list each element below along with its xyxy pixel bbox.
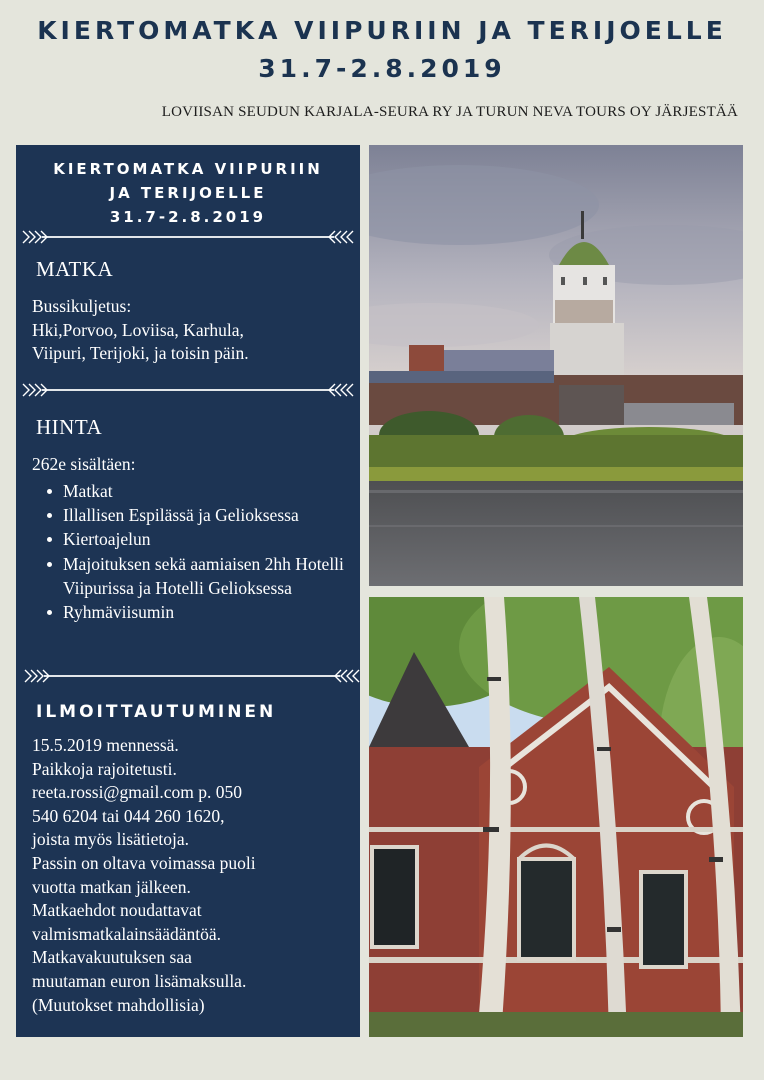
section-heading-matka: MATKA <box>36 257 114 281</box>
matka-line: Bussikuljetus: <box>32 296 132 316</box>
info-line: 15.5.2019 mennessä. <box>32 735 179 755</box>
info-line: vuotta matkan jälkeen. <box>32 876 191 897</box>
info-line: Paikkoja rajoitetusti. <box>32 758 177 779</box>
wooden-villa-photo <box>369 597 743 1037</box>
info-line: Passin on oltava voimassa puoli <box>32 852 256 873</box>
main-title-dates: 31.7-2.8.2019 <box>258 54 506 83</box>
arrow-divider-2 <box>22 382 354 398</box>
info-line: valmismatkalainsäädäntöä. <box>32 923 222 944</box>
info-line: (Muutokset mahdollisia) <box>32 994 205 1015</box>
section-heading-hinta: HINTA <box>36 415 103 439</box>
list-item: Majoituksen sekä aamiaisen 2hh Hotelli Viipurissa ja Hotelli Gelioksessa <box>47 552 357 600</box>
ilmoittautuminen-text <box>32 734 352 1017</box>
vyborg-castle-photo <box>369 145 743 586</box>
info-line: muutaman euron lisämaksulla. <box>32 970 247 991</box>
info-line: 540 6204 tai 044 260 1620, <box>32 805 225 826</box>
panel-title-line2: JA TERIJOELLE <box>109 184 267 202</box>
info-line: Matkavakuutuksen saa <box>32 947 192 968</box>
matka-line: Hki,Porvoo, Loviisa, Karhula, <box>32 319 244 340</box>
list-item: Matkat <box>47 479 357 503</box>
panel-title-line3: 31.7-2.8.2019 <box>109 208 267 226</box>
list-item: Illallisen Espilässä ja Gelioksessa <box>47 503 357 527</box>
info-panel <box>16 145 360 1037</box>
info-line: joista myös lisätietoja. <box>32 829 189 850</box>
arrow-divider-1 <box>22 229 354 245</box>
hinta-intro: 262e sisältäen: <box>32 454 136 474</box>
arrow-divider-3 <box>22 668 360 684</box>
info-line: reeta.rossi@gmail.com p. 050 <box>32 782 243 803</box>
inclusions-list <box>47 479 357 624</box>
main-title-line1: KIERTOMATKA VIIPURIIN JA TERIJOELLE <box>37 16 727 45</box>
panel-title-line1: KIERTOMATKA VIIPURIIN <box>53 160 323 178</box>
section-heading-ilmoittautuminen: ILMOITTAUTUMINEN <box>36 702 277 722</box>
matka-text <box>32 295 352 366</box>
organizer-line: LOVIISAN SEUDUN KARJALA-SEURA RY JA TURUN NEVA TOURS OY JÄRJESTÄÄ <box>161 104 738 120</box>
info-line: Matkaehdot noudattavat <box>32 900 202 921</box>
matka-line: Viipuri, Terijoki, ja toisin päin. <box>32 343 249 364</box>
list-item: Ryhmäviisumin <box>47 600 357 624</box>
list-item: Kiertoajelun <box>47 527 357 551</box>
